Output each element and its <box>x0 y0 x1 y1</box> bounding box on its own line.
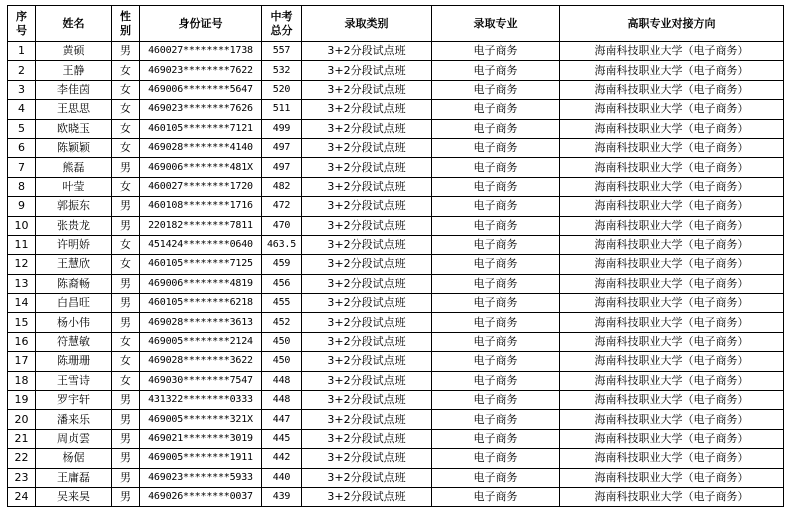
cell-gender: 男 <box>112 487 140 506</box>
cell-score: 447 <box>262 410 302 429</box>
table-row <box>8 61 784 80</box>
cell-id: 431322********0333 <box>140 391 262 410</box>
cell-category: 3+2分段试点班 <box>302 177 432 196</box>
cell-category: 3+2分段试点班 <box>302 119 432 138</box>
cell-name: 杨小伟 <box>36 313 112 332</box>
cell-name: 叶莹 <box>36 177 112 196</box>
cell-direction: 海南科技职业大学（电子商务） <box>560 274 784 293</box>
cell-seq: 14 <box>8 294 36 313</box>
cell-category: 3+2分段试点班 <box>302 391 432 410</box>
cell-gender: 女 <box>112 100 140 119</box>
table-row <box>8 274 784 293</box>
cell-major: 电子商务 <box>432 119 560 138</box>
cell-id: 469006********5647 <box>140 80 262 99</box>
header-direction: 高职专业对接方向 <box>560 6 784 42</box>
cell-gender: 男 <box>112 468 140 487</box>
cell-gender: 男 <box>112 294 140 313</box>
cell-category: 3+2分段试点班 <box>302 352 432 371</box>
cell-category: 3+2分段试点班 <box>302 371 432 390</box>
cell-major: 电子商务 <box>432 429 560 448</box>
cell-seq: 4 <box>8 100 36 119</box>
cell-major: 电子商务 <box>432 216 560 235</box>
cell-score: 520 <box>262 80 302 99</box>
cell-seq: 13 <box>8 274 36 293</box>
cell-id: 469005********2124 <box>140 332 262 351</box>
cell-gender: 男 <box>112 391 140 410</box>
cell-name: 黄硕 <box>36 42 112 61</box>
cell-category: 3+2分段试点班 <box>302 100 432 119</box>
table-row <box>8 352 784 371</box>
cell-name: 杨倨 <box>36 449 112 468</box>
table-row <box>8 100 784 119</box>
cell-gender: 男 <box>112 216 140 235</box>
cell-category: 3+2分段试点班 <box>302 332 432 351</box>
cell-id: 469028********4140 <box>140 138 262 157</box>
cell-major: 电子商务 <box>432 138 560 157</box>
cell-gender: 男 <box>112 410 140 429</box>
cell-direction: 海南科技职业大学（电子商务） <box>560 410 784 429</box>
cell-seq: 24 <box>8 487 36 506</box>
cell-direction: 海南科技职业大学（电子商务） <box>560 100 784 119</box>
cell-category: 3+2分段试点班 <box>302 274 432 293</box>
table-row <box>8 235 784 254</box>
cell-major: 电子商务 <box>432 391 560 410</box>
cell-name: 潘来乐 <box>36 410 112 429</box>
cell-seq: 5 <box>8 119 36 138</box>
cell-gender: 男 <box>112 429 140 448</box>
cell-id: 460027********1720 <box>140 177 262 196</box>
cell-score: 439 <box>262 487 302 506</box>
cell-seq: 16 <box>8 332 36 351</box>
cell-major: 电子商务 <box>432 410 560 429</box>
table-row <box>8 468 784 487</box>
cell-score: 448 <box>262 371 302 390</box>
cell-gender: 男 <box>112 197 140 216</box>
cell-direction: 海南科技职业大学（电子商务） <box>560 487 784 506</box>
cell-direction: 海南科技职业大学（电子商务） <box>560 119 784 138</box>
cell-name: 王慧欣 <box>36 255 112 274</box>
cell-direction: 海南科技职业大学（电子商务） <box>560 371 784 390</box>
cell-category: 3+2分段试点班 <box>302 138 432 157</box>
cell-score: 442 <box>262 449 302 468</box>
cell-score: 456 <box>262 274 302 293</box>
cell-gender: 女 <box>112 61 140 80</box>
cell-score: 455 <box>262 294 302 313</box>
header-row <box>8 6 784 42</box>
header-major: 录取专业 <box>432 6 560 42</box>
cell-id: 469023********7622 <box>140 61 262 80</box>
table-row <box>8 332 784 351</box>
cell-id: 460108********1716 <box>140 197 262 216</box>
cell-seq: 2 <box>8 61 36 80</box>
cell-gender: 男 <box>112 274 140 293</box>
cell-id: 469021********3019 <box>140 429 262 448</box>
header-score: 中考 总分 <box>262 6 302 42</box>
table-body <box>8 42 784 507</box>
cell-score: 497 <box>262 138 302 157</box>
cell-id: 469026********0037 <box>140 487 262 506</box>
admission-table <box>7 5 784 507</box>
table-row <box>8 255 784 274</box>
cell-direction: 海南科技职业大学（电子商务） <box>560 449 784 468</box>
cell-seq: 1 <box>8 42 36 61</box>
table-row <box>8 410 784 429</box>
cell-direction: 海南科技职业大学（电子商务） <box>560 235 784 254</box>
cell-category: 3+2分段试点班 <box>302 158 432 177</box>
cell-gender: 女 <box>112 80 140 99</box>
cell-score: 450 <box>262 352 302 371</box>
cell-seq: 9 <box>8 197 36 216</box>
cell-id: 469028********3613 <box>140 313 262 332</box>
cell-direction: 海南科技职业大学（电子商务） <box>560 158 784 177</box>
cell-major: 电子商务 <box>432 332 560 351</box>
cell-score: 445 <box>262 429 302 448</box>
cell-major: 电子商务 <box>432 371 560 390</box>
cell-major: 电子商务 <box>432 100 560 119</box>
cell-name: 王静 <box>36 61 112 80</box>
cell-seq: 6 <box>8 138 36 157</box>
cell-score: 470 <box>262 216 302 235</box>
table-row <box>8 138 784 157</box>
cell-seq: 11 <box>8 235 36 254</box>
cell-seq: 17 <box>8 352 36 371</box>
header-category: 录取类别 <box>302 6 432 42</box>
cell-category: 3+2分段试点班 <box>302 294 432 313</box>
cell-seq: 19 <box>8 391 36 410</box>
table-row <box>8 197 784 216</box>
cell-score: 463.5 <box>262 235 302 254</box>
cell-direction: 海南科技职业大学（电子商务） <box>560 80 784 99</box>
cell-category: 3+2分段试点班 <box>302 313 432 332</box>
cell-id: 220182********7811 <box>140 216 262 235</box>
cell-id: 460105********7125 <box>140 255 262 274</box>
cell-id: 469005********321X <box>140 410 262 429</box>
table-row <box>8 80 784 99</box>
cell-score: 472 <box>262 197 302 216</box>
cell-category: 3+2分段试点班 <box>302 255 432 274</box>
cell-name: 李佳茵 <box>36 80 112 99</box>
cell-gender: 女 <box>112 138 140 157</box>
cell-score: 450 <box>262 332 302 351</box>
cell-id: 469005********1911 <box>140 449 262 468</box>
table-row <box>8 391 784 410</box>
cell-seq: 20 <box>8 410 36 429</box>
cell-direction: 海南科技职业大学（电子商务） <box>560 255 784 274</box>
cell-seq: 7 <box>8 158 36 177</box>
cell-seq: 21 <box>8 429 36 448</box>
table-row <box>8 371 784 390</box>
cell-name: 罗宇轩 <box>36 391 112 410</box>
cell-id: 469028********3622 <box>140 352 262 371</box>
cell-category: 3+2分段试点班 <box>302 449 432 468</box>
cell-id: 460105********6218 <box>140 294 262 313</box>
cell-category: 3+2分段试点班 <box>302 487 432 506</box>
cell-id: 469006********481X <box>140 158 262 177</box>
cell-seq: 18 <box>8 371 36 390</box>
cell-major: 电子商务 <box>432 487 560 506</box>
table-row <box>8 449 784 468</box>
cell-seq: 15 <box>8 313 36 332</box>
cell-gender: 女 <box>112 119 140 138</box>
cell-gender: 女 <box>112 177 140 196</box>
cell-gender: 女 <box>112 371 140 390</box>
cell-name: 周贞雲 <box>36 429 112 448</box>
cell-name: 王思思 <box>36 100 112 119</box>
table-row <box>8 158 784 177</box>
cell-id: 469030********7547 <box>140 371 262 390</box>
cell-score: 482 <box>262 177 302 196</box>
cell-gender: 男 <box>112 42 140 61</box>
cell-major: 电子商务 <box>432 352 560 371</box>
table-row <box>8 177 784 196</box>
cell-direction: 海南科技职业大学（电子商务） <box>560 197 784 216</box>
cell-seq: 3 <box>8 80 36 99</box>
table-row <box>8 42 784 61</box>
cell-major: 电子商务 <box>432 197 560 216</box>
cell-gender: 女 <box>112 352 140 371</box>
cell-category: 3+2分段试点班 <box>302 410 432 429</box>
table-row <box>8 313 784 332</box>
header-name: 姓名 <box>36 6 112 42</box>
cell-name: 欧晓玉 <box>36 119 112 138</box>
cell-major: 电子商务 <box>432 449 560 468</box>
cell-name: 吴来昊 <box>36 487 112 506</box>
cell-score: 557 <box>262 42 302 61</box>
cell-seq: 8 <box>8 177 36 196</box>
cell-major: 电子商务 <box>432 158 560 177</box>
cell-id: 469023********5933 <box>140 468 262 487</box>
cell-seq: 12 <box>8 255 36 274</box>
cell-category: 3+2分段试点班 <box>302 80 432 99</box>
cell-score: 448 <box>262 391 302 410</box>
cell-direction: 海南科技职业大学（电子商务） <box>560 294 784 313</box>
cell-direction: 海南科技职业大学（电子商务） <box>560 429 784 448</box>
header-id: 身份证号 <box>140 6 262 42</box>
cell-name: 王庸磊 <box>36 468 112 487</box>
cell-name: 熊磊 <box>36 158 112 177</box>
admission-list <box>7 5 784 507</box>
table-row <box>8 487 784 506</box>
cell-gender: 女 <box>112 255 140 274</box>
cell-category: 3+2分段试点班 <box>302 216 432 235</box>
cell-score: 499 <box>262 119 302 138</box>
cell-name: 郭振东 <box>36 197 112 216</box>
cell-name: 白昌旺 <box>36 294 112 313</box>
cell-score: 511 <box>262 100 302 119</box>
cell-major: 电子商务 <box>432 177 560 196</box>
cell-name: 陈珊珊 <box>36 352 112 371</box>
cell-name: 符慧敏 <box>36 332 112 351</box>
cell-name: 陈裔畅 <box>36 274 112 293</box>
cell-gender: 男 <box>112 158 140 177</box>
cell-id: 469006********4819 <box>140 274 262 293</box>
table-row <box>8 216 784 235</box>
cell-major: 电子商务 <box>432 80 560 99</box>
cell-major: 电子商务 <box>432 42 560 61</box>
table-row <box>8 294 784 313</box>
cell-direction: 海南科技职业大学（电子商务） <box>560 61 784 80</box>
cell-major: 电子商务 <box>432 255 560 274</box>
table-row <box>8 119 784 138</box>
cell-category: 3+2分段试点班 <box>302 197 432 216</box>
cell-id: 460105********7121 <box>140 119 262 138</box>
cell-id: 469023********7626 <box>140 100 262 119</box>
cell-score: 440 <box>262 468 302 487</box>
cell-gender: 男 <box>112 313 140 332</box>
table-row <box>8 429 784 448</box>
cell-category: 3+2分段试点班 <box>302 429 432 448</box>
cell-gender: 女 <box>112 332 140 351</box>
cell-id: 451424********0640 <box>140 235 262 254</box>
cell-category: 3+2分段试点班 <box>302 61 432 80</box>
cell-name: 陈颖颖 <box>36 138 112 157</box>
cell-score: 532 <box>262 61 302 80</box>
cell-major: 电子商务 <box>432 61 560 80</box>
cell-id: 460027********1738 <box>140 42 262 61</box>
cell-direction: 海南科技职业大学（电子商务） <box>560 216 784 235</box>
cell-score: 452 <box>262 313 302 332</box>
cell-gender: 女 <box>112 235 140 254</box>
cell-score: 459 <box>262 255 302 274</box>
cell-direction: 海南科技职业大学（电子商务） <box>560 138 784 157</box>
cell-name: 张贵龙 <box>36 216 112 235</box>
cell-direction: 海南科技职业大学（电子商务） <box>560 177 784 196</box>
cell-direction: 海南科技职业大学（电子商务） <box>560 468 784 487</box>
cell-major: 电子商务 <box>432 235 560 254</box>
header-gender: 性 别 <box>112 6 140 42</box>
cell-gender: 男 <box>112 449 140 468</box>
cell-major: 电子商务 <box>432 468 560 487</box>
cell-seq: 23 <box>8 468 36 487</box>
cell-name: 许明娇 <box>36 235 112 254</box>
cell-seq: 22 <box>8 449 36 468</box>
cell-category: 3+2分段试点班 <box>302 468 432 487</box>
cell-direction: 海南科技职业大学（电子商务） <box>560 391 784 410</box>
cell-score: 497 <box>262 158 302 177</box>
cell-seq: 10 <box>8 216 36 235</box>
cell-major: 电子商务 <box>432 313 560 332</box>
cell-category: 3+2分段试点班 <box>302 42 432 61</box>
cell-direction: 海南科技职业大学（电子商务） <box>560 332 784 351</box>
header-seq: 序 号 <box>8 6 36 42</box>
cell-direction: 海南科技职业大学（电子商务） <box>560 352 784 371</box>
cell-major: 电子商务 <box>432 274 560 293</box>
cell-name: 王雪诗 <box>36 371 112 390</box>
cell-category: 3+2分段试点班 <box>302 235 432 254</box>
cell-major: 电子商务 <box>432 294 560 313</box>
cell-direction: 海南科技职业大学（电子商务） <box>560 313 784 332</box>
cell-direction: 海南科技职业大学（电子商务） <box>560 42 784 61</box>
